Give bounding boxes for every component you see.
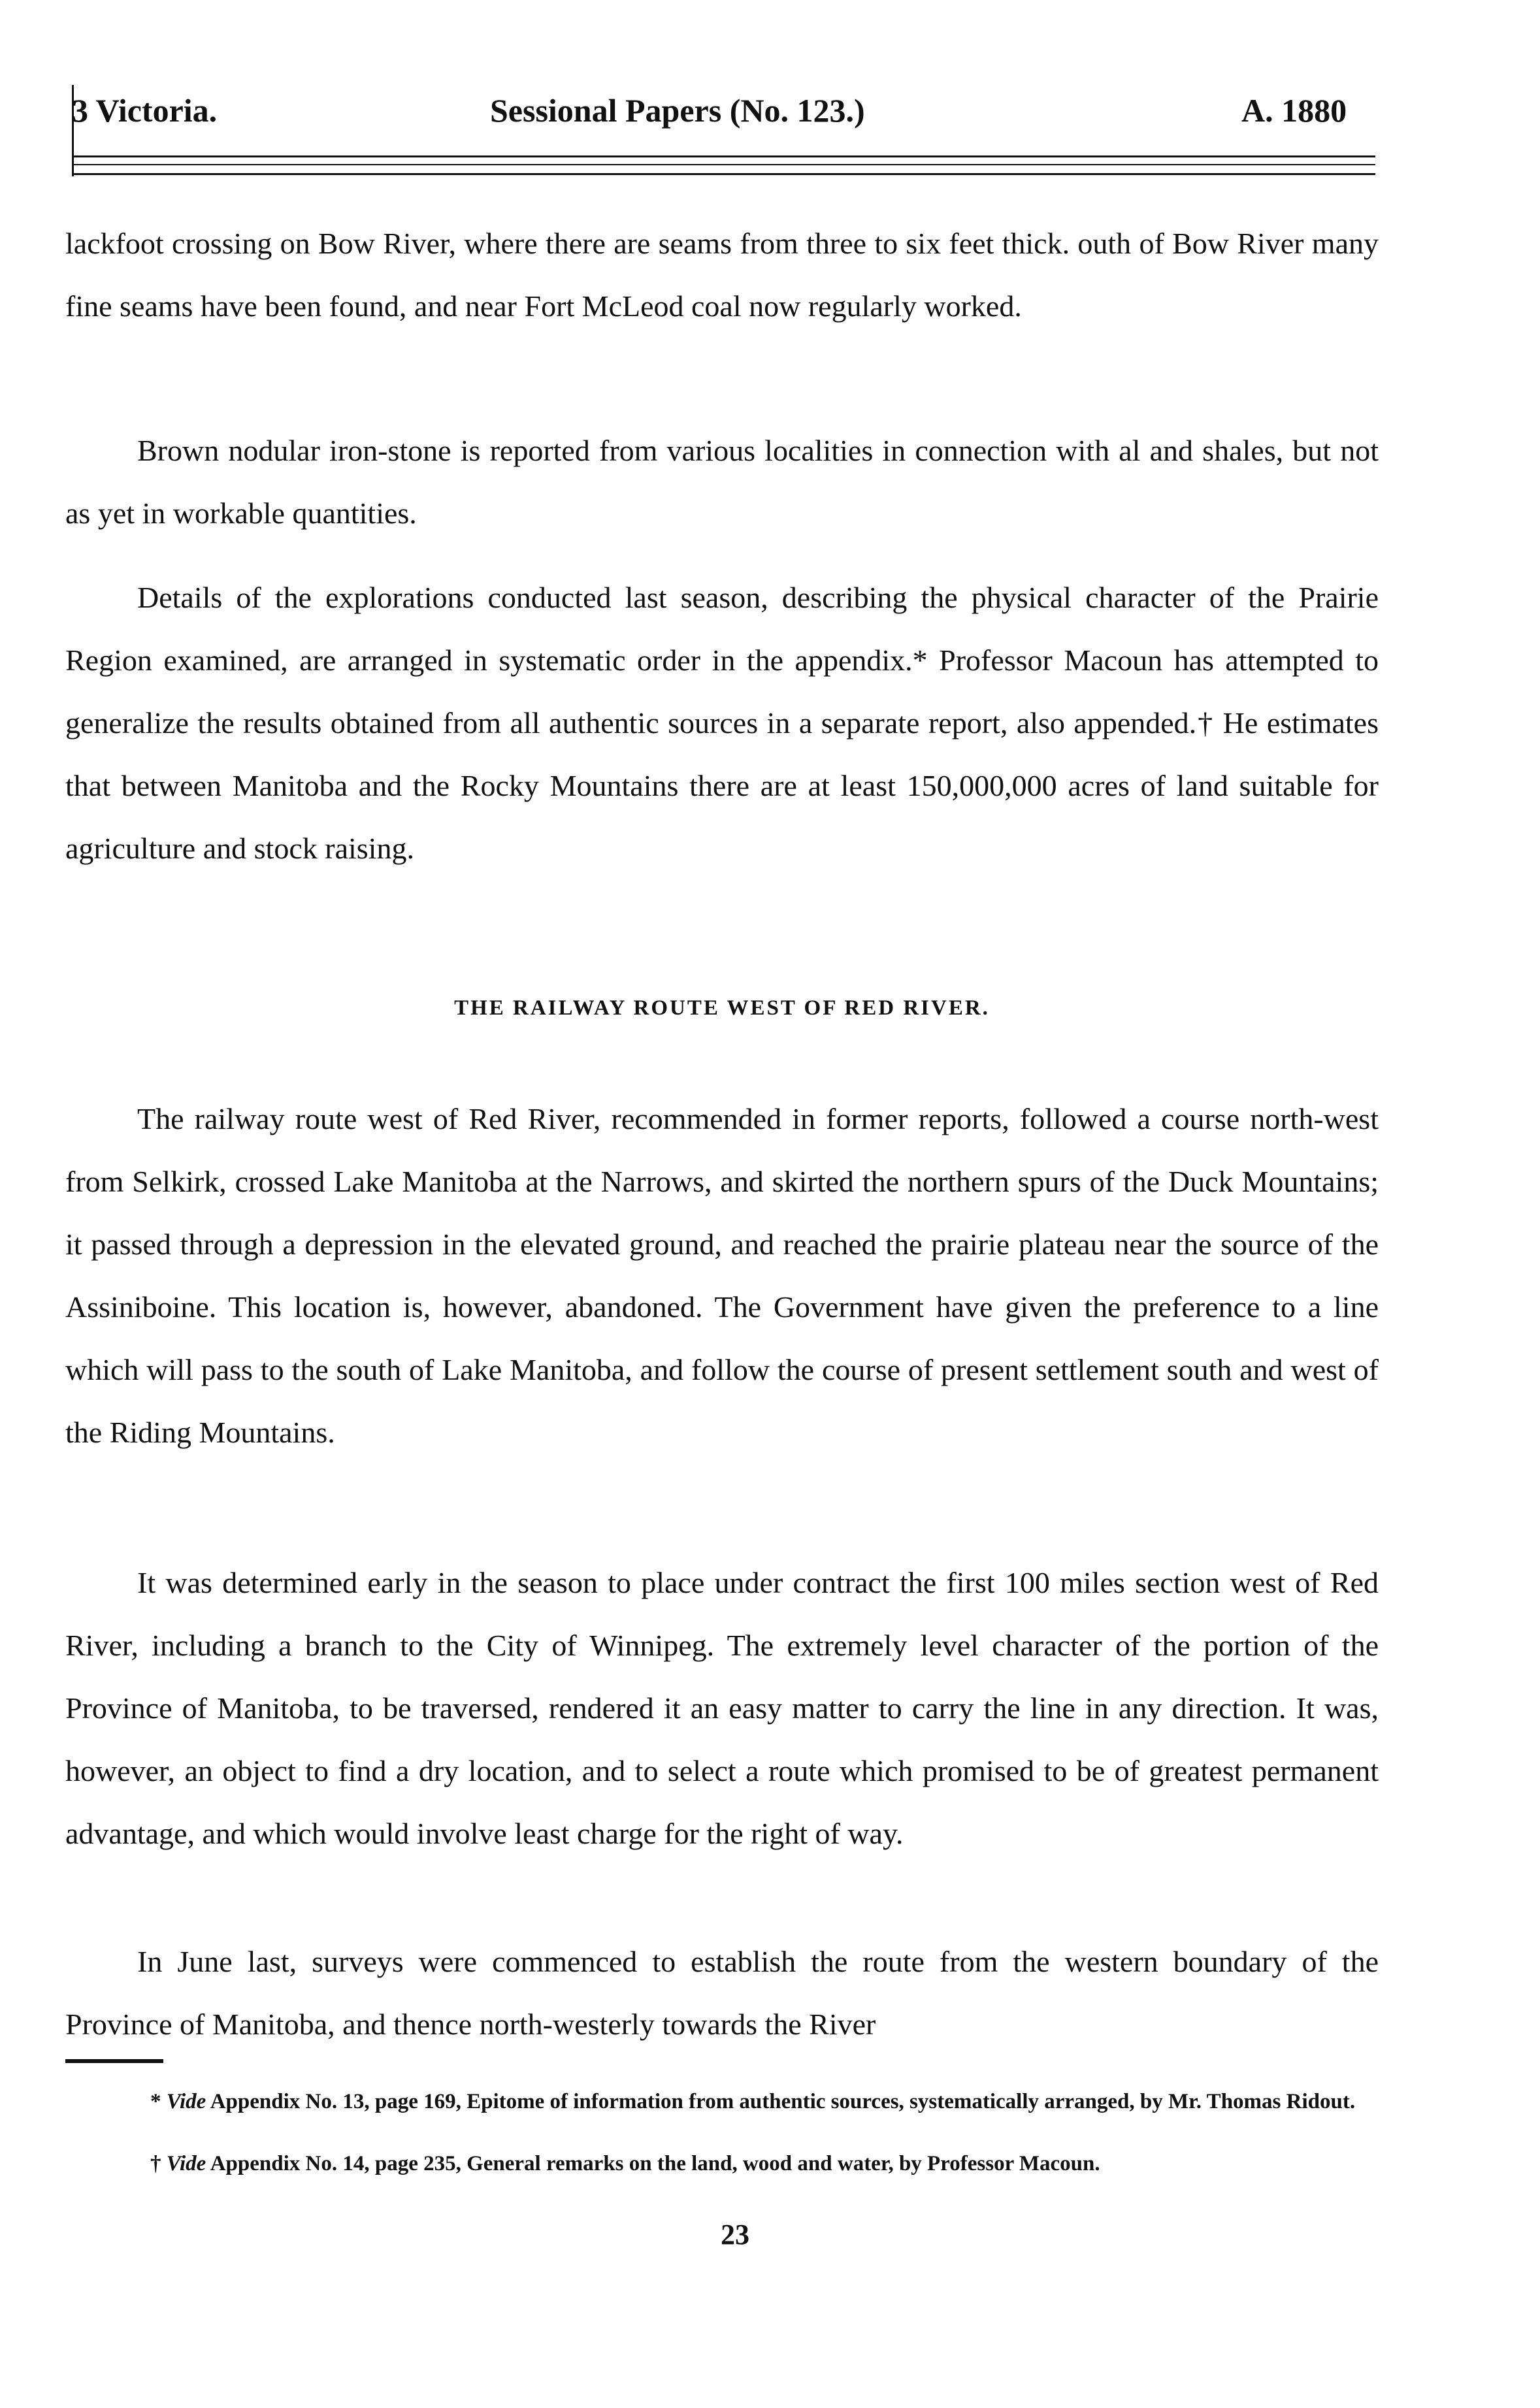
footnote-marker: * — [150, 2090, 161, 2113]
footnote-text: Appendix No. 13, page 169, Epitome of information from authentic sources, systematically arranged, by Mr. Thomas Ridout. — [210, 2090, 1356, 2113]
footnote-rule — [65, 2059, 163, 2063]
footnote-text: Appendix No. 14, page 235, General remarks on the land, wood and water, by Professor Macoun. — [210, 2152, 1100, 2175]
header-rule-top — [72, 155, 1375, 157]
footnote-appendix-14 — [65, 2149, 1379, 2178]
paragraph-railway-route — [65, 1088, 1379, 1464]
footnote-marker: † — [150, 2152, 161, 2175]
paragraph-explorations-text: Details of the explorations conducted last season, describing the physical character of the Prairie Region examined, are arranged in systematic order in the appendix.* Professor Macoun has attempted to generalize the results obtained from all authentic sources in a separate report, also appended.† He estimates that between Manitoba and the Rocky Mountains there are at least 150,000,000 acres of land suitable for agriculture and stock raising. — [65, 581, 1379, 865]
header-rule-middle — [72, 164, 1375, 165]
paragraph-iron-stone — [65, 419, 1379, 545]
running-header — [72, 91, 1379, 144]
footnote-appendix-13 — [65, 2087, 1379, 2116]
page-number: 23 — [721, 2219, 749, 2251]
paragraph-contract — [65, 1552, 1379, 1865]
paragraph-coal-seams: lackfoot crossing on Bow River, where there are seams from three to six feet thick. outh of Bow River many fine seams have been found, and near Fort McLeod coal now regularly worked. — [65, 227, 1379, 323]
footnote-vide: Vide — [166, 2090, 206, 2113]
paragraph-iron-stone-text: Brown nodular iron-stone is reported from various localities in connection with al and shales, but not as yet in workable quantities. — [65, 434, 1379, 530]
header-title: Sessional Papers (No. 123.) — [490, 92, 865, 129]
paragraph-contract-text: It was determined early in the season to place under contract the first 100 miles section west of Red River, including a branch to the City of Winnipeg. The extremely level character of the portion of the Province of Manitoba, to be traversed, rendered it an easy matter to carry the line in any direction. It was, however, an object to find a dry location, and to select a route which promised to be of greatest permanent advantage, and which would involve least charge for the right of way. — [65, 1566, 1379, 1850]
header-year: A. 1880 — [1241, 92, 1347, 129]
paragraph-explorations — [65, 566, 1379, 880]
paragraph-railway-route-text: The railway route west of Red River, recommended in former reports, followed a course north-west from Selkirk, crossed Lake Manitoba at the Narrows, and skirted the northern spurs of the Duck Mountains; it passed through a depression in the elevated ground, and reached the prairie plateau near the source of the Assiniboine. This location is, however, abandoned. The Government have given the preference to a line which will pass to the south of Lake Manitoba, and follow the course of present settlement south and west of the Riding Mountains. — [65, 1102, 1379, 1449]
header-volume: 3 Victoria. — [72, 92, 218, 129]
section-heading: THE RAILWAY ROUTE WEST OF RED RIVER. — [454, 996, 990, 1020]
paragraph-surveys-text: In June last, surveys were commenced to establish the route from the western boundary of the Province of Manitoba, and thence north-westerly towards the River — [65, 1945, 1379, 2041]
header-rule-bottom — [72, 173, 1375, 175]
footnote-vide: Vide — [166, 2152, 206, 2175]
paragraph-surveys — [65, 1930, 1379, 2056]
